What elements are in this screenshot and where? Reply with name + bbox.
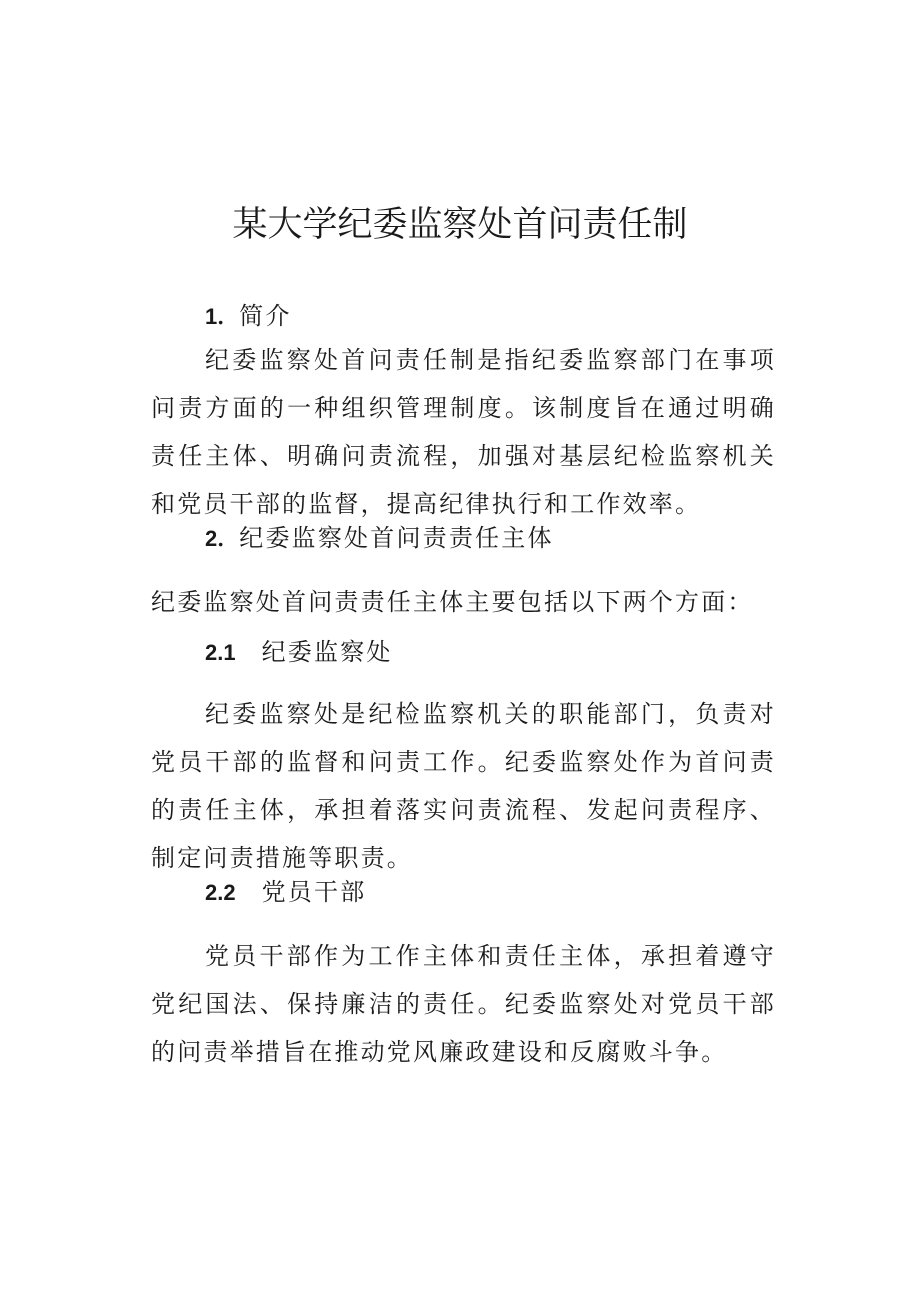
section-2-heading xyxy=(205,518,554,559)
section-2-title: 纪委监察处首问责责任主体 xyxy=(239,524,554,552)
section-1-heading xyxy=(205,296,292,337)
section-2-1-number: 2.1 xyxy=(205,640,236,665)
section-2-2-title: 党员干部 xyxy=(261,878,367,906)
document-title: 某大学纪委监察处首问责任制 xyxy=(232,205,688,245)
section-2-2-paragraph: 党员干部作为工作主体和责任主体，承担着遵守党纪国法、保持廉洁的责任。纪委监察处对党员干部的问责举措旨在推动党风廉政建设和反腐败斗争。 xyxy=(151,942,776,1066)
section-2-intro: 纪委监察处首问责责任主体主要包括以下两个方面： xyxy=(151,588,754,616)
section-1-title: 简介 xyxy=(239,302,292,330)
section-2-2-heading xyxy=(205,872,366,913)
section-1-paragraph: 纪委监察处首问责任制是指纪委监察部门在事项问责方面的一种组织管理制度。该制度旨在通过明确责任主体、明确问责流程，加强对基层纪检监察机关和党员干部的监督，提高纪律执行和工作效率。 xyxy=(151,346,776,518)
section-2-1-heading xyxy=(205,632,393,673)
section-2-2-number: 2.2 xyxy=(205,880,236,905)
section-2-1-title: 纪委监察处 xyxy=(261,638,393,666)
section-1-number: 1． xyxy=(205,304,240,329)
section-2-number: 2． xyxy=(205,526,240,551)
section-2-1-paragraph: 纪委监察处是纪检监察机关的职能部门，负责对党员干部的监督和问责工作。纪委监察处作为首问责的责任主体，承担着落实问责流程、发起问责程序、制定问责措施等职责。 xyxy=(151,700,776,872)
